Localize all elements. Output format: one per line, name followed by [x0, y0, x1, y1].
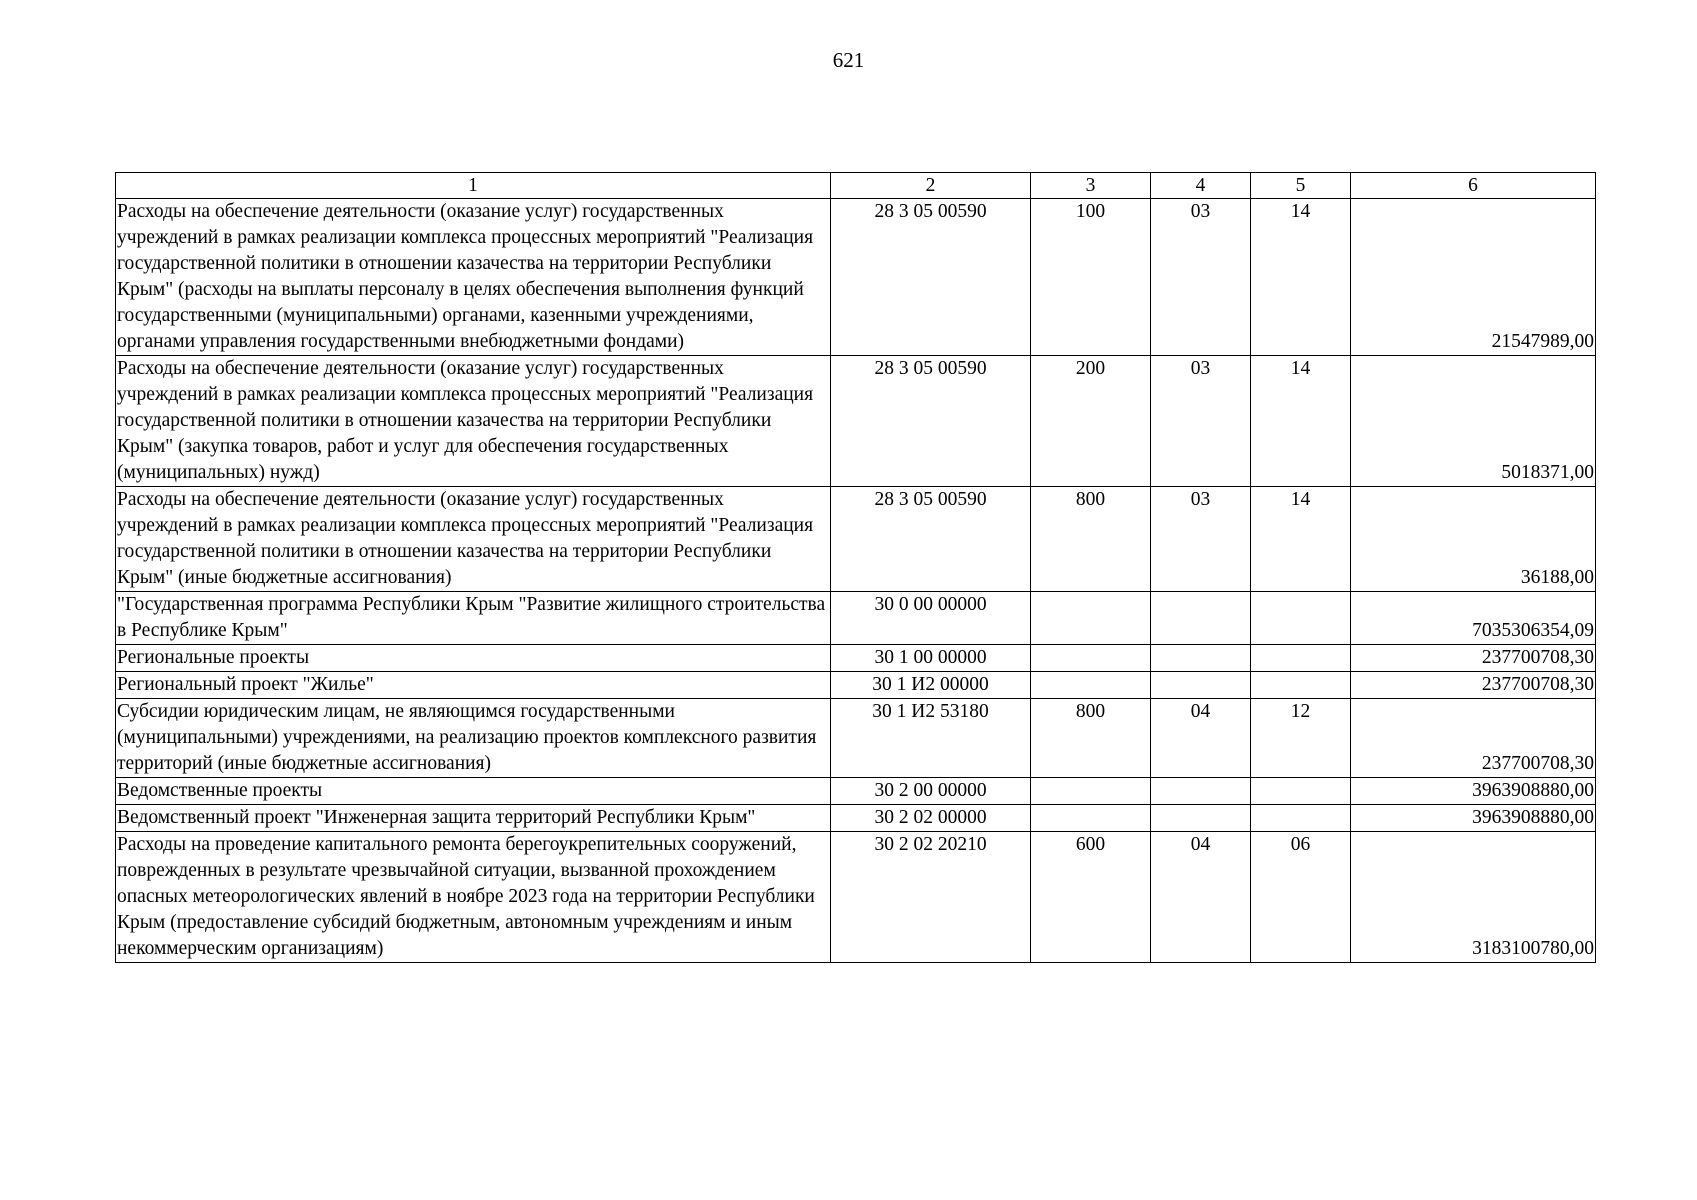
row-sum-cell: 5018371,00	[1351, 356, 1596, 487]
row-code-cell: 30 2 02 20210	[831, 832, 1031, 963]
column-header: 4	[1151, 173, 1251, 199]
column-header: 3	[1031, 173, 1151, 199]
row-code-cell: 28 3 05 00590	[831, 487, 1031, 592]
row-pr-cell	[1251, 645, 1351, 672]
row-name-cell: Ведомственный проект "Инженерная защита территорий Республики Крым"	[116, 805, 831, 832]
row-rz-cell	[1151, 645, 1251, 672]
row-sum-cell: 7035306354,09	[1351, 592, 1596, 645]
table-row	[116, 805, 1596, 832]
row-rz-cell: 03	[1151, 356, 1251, 487]
row-pr-cell: 14	[1251, 487, 1351, 592]
table-row	[116, 487, 1596, 592]
row-sum-cell: 21547989,00	[1351, 199, 1596, 356]
row-name-cell: Расходы на обеспечение деятельности (оказание услуг) государственных учреждений в рамках реализации комплекса процессных мероприятий "Реализация государственной политики в отношении казачества на территории Республики Крым" (иные бюджетные ассигнования)	[116, 487, 831, 592]
row-name-cell: Региональные проекты	[116, 645, 831, 672]
table-row	[116, 199, 1596, 356]
row-sum-cell: 3183100780,00	[1351, 832, 1596, 963]
row-pr-cell: 14	[1251, 199, 1351, 356]
row-vr-cell: 600	[1031, 832, 1151, 963]
row-pr-cell	[1251, 672, 1351, 699]
table-row	[116, 645, 1596, 672]
row-vr-cell	[1031, 592, 1151, 645]
row-vr-cell: 800	[1031, 699, 1151, 778]
row-name-cell: Расходы на проведение капитального ремонта берегоукрепительных сооружений, поврежденных в результате чрезвычайной ситуации, вызванной прохождением опасных метеорологических явлений в ноябре 2023 года на территории Республики Крым (предоставление субсидий бюджетным, автономным учреждениям и иным некоммерческим организациям)	[116, 832, 831, 963]
row-pr-cell: 06	[1251, 832, 1351, 963]
table-row	[116, 672, 1596, 699]
row-sum-cell: 36188,00	[1351, 487, 1596, 592]
row-rz-cell	[1151, 805, 1251, 832]
row-sum-cell: 237700708,30	[1351, 672, 1596, 699]
row-rz-cell: 03	[1151, 487, 1251, 592]
table-row	[116, 356, 1596, 487]
row-vr-cell: 800	[1031, 487, 1151, 592]
row-sum-cell: 237700708,30	[1351, 699, 1596, 778]
row-sum-cell: 3963908880,00	[1351, 778, 1596, 805]
row-rz-cell: 03	[1151, 199, 1251, 356]
row-rz-cell	[1151, 592, 1251, 645]
row-vr-cell	[1031, 778, 1151, 805]
row-vr-cell	[1031, 672, 1151, 699]
row-rz-cell	[1151, 778, 1251, 805]
row-vr-cell: 200	[1031, 356, 1151, 487]
table-header-row	[116, 173, 1596, 199]
row-vr-cell	[1031, 805, 1151, 832]
budget-table	[115, 172, 1596, 963]
row-name-cell: Расходы на обеспечение деятельности (оказание услуг) государственных учреждений в рамках реализации комплекса процессных мероприятий "Реализация государственной политики в отношении казачества на территории Республики Крым" (закупка товаров, работ и услуг для обеспечения государственных (муниципальных) нужд)	[116, 356, 831, 487]
row-name-cell: Субсидии юридическим лицам, не являющимся государственными (муниципальными) учреждениями, на реализацию проектов комплексного развития территорий (иные бюджетные ассигнования)	[116, 699, 831, 778]
row-pr-cell: 14	[1251, 356, 1351, 487]
table-row	[116, 699, 1596, 778]
row-code-cell: 30 2 00 00000	[831, 778, 1031, 805]
row-pr-cell	[1251, 592, 1351, 645]
row-pr-cell	[1251, 805, 1351, 832]
row-name-cell: "Государственная программа Республики Крым "Развитие жилищного строительства в Республике Крым"	[116, 592, 831, 645]
page-number: 621	[832, 48, 865, 72]
column-header: 2	[831, 173, 1031, 199]
row-code-cell: 30 0 00 00000	[831, 592, 1031, 645]
row-code-cell: 30 2 02 00000	[831, 805, 1031, 832]
row-name-cell: Ведомственные проекты	[116, 778, 831, 805]
column-header: 1	[116, 173, 831, 199]
row-name-cell: Региональный проект "Жилье"	[116, 672, 831, 699]
row-name-cell: Расходы на обеспечение деятельности (оказание услуг) государственных учреждений в рамках реализации комплекса процессных мероприятий "Реализация государственной политики в отношении казачества на территории Республики Крым" (расходы на выплаты персоналу в целях обеспечения выполнения функций государственными (муниципальными) органами, казенными учреждениями, органами управления государственными внебюджетными фондами)	[116, 199, 831, 356]
row-rz-cell: 04	[1151, 832, 1251, 963]
table-row	[116, 832, 1596, 963]
row-code-cell: 28 3 05 00590	[831, 356, 1031, 487]
row-sum-cell: 3963908880,00	[1351, 805, 1596, 832]
row-code-cell: 30 1 И2 53180	[831, 699, 1031, 778]
row-pr-cell: 12	[1251, 699, 1351, 778]
row-pr-cell	[1251, 778, 1351, 805]
row-code-cell: 30 1 И2 00000	[831, 672, 1031, 699]
column-header: 6	[1351, 173, 1596, 199]
row-rz-cell	[1151, 672, 1251, 699]
row-vr-cell	[1031, 645, 1151, 672]
row-vr-cell: 100	[1031, 199, 1151, 356]
row-rz-cell: 04	[1151, 699, 1251, 778]
row-code-cell: 28 3 05 00590	[831, 199, 1031, 356]
row-sum-cell: 237700708,30	[1351, 645, 1596, 672]
table-row	[116, 592, 1596, 645]
column-header: 5	[1251, 173, 1351, 199]
row-code-cell: 30 1 00 00000	[831, 645, 1031, 672]
table-row	[116, 778, 1596, 805]
